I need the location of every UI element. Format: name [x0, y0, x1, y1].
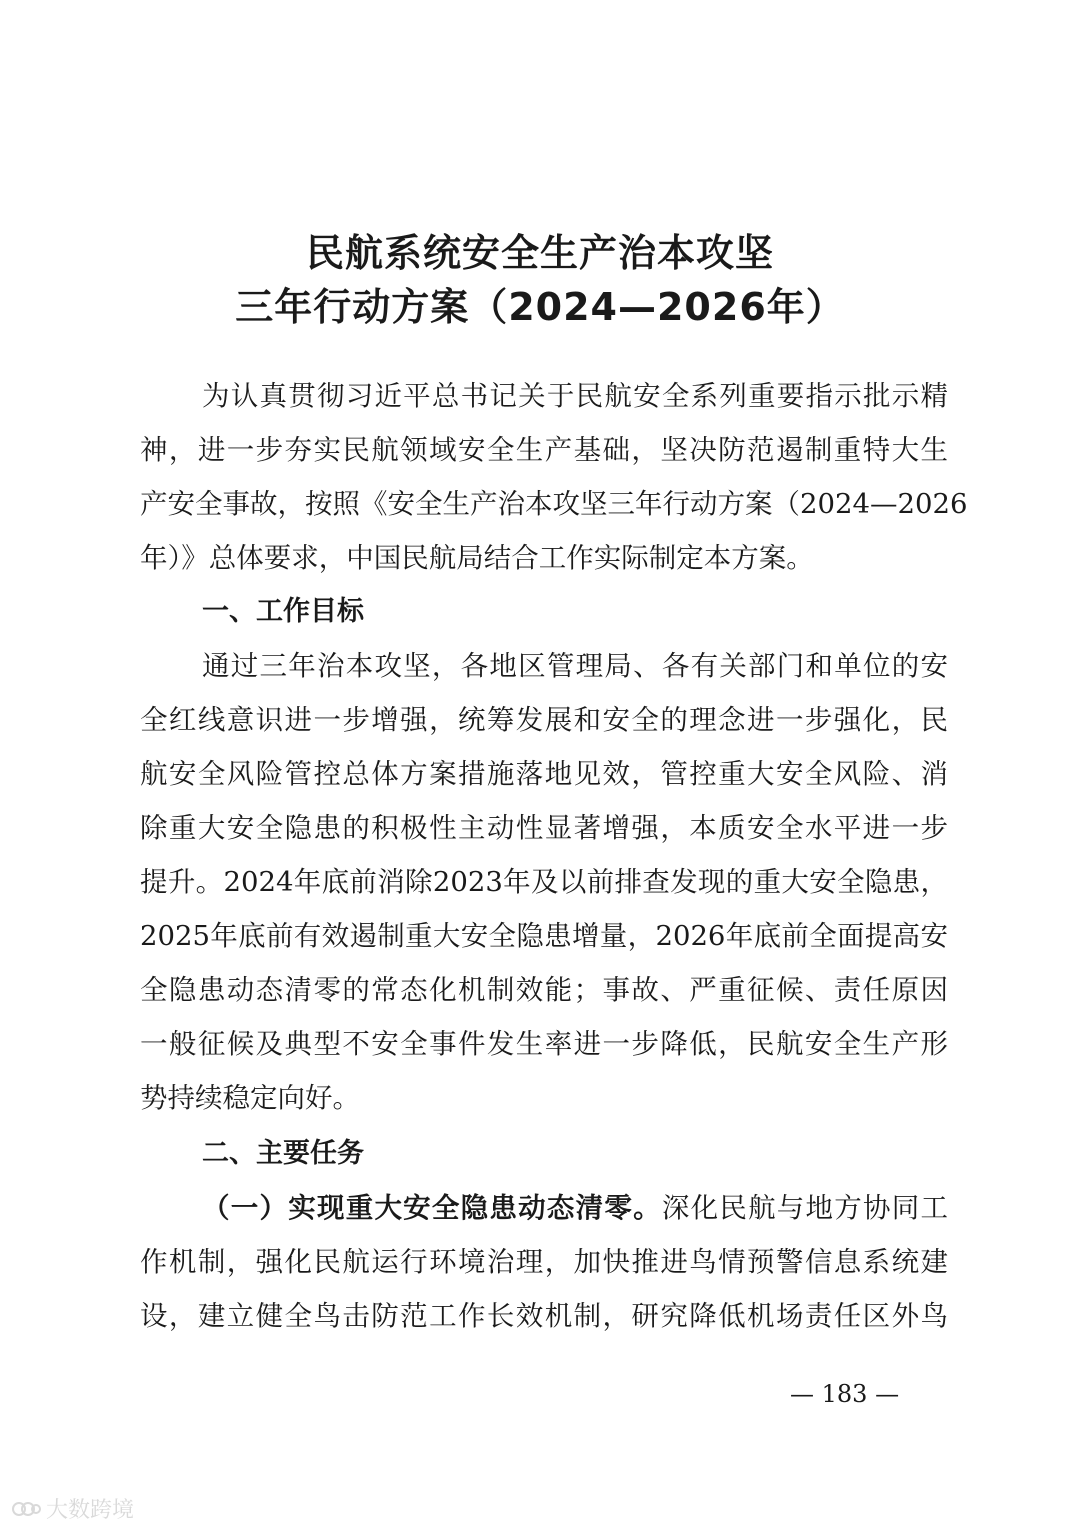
section-heading-goals: 一、工作目标 [202, 596, 364, 627]
task-1-first-line [202, 1188, 948, 1228]
intro-line: 神，进一步夯实民航领域安全生产基础，坚决防范遏制重特大生 [140, 434, 948, 466]
section-heading-tasks: 二、主要任务 [202, 1138, 364, 1169]
document-title-line-2: 三年行动方案（2024—2026年） [235, 285, 845, 329]
intro-line: 为认真贯彻习近平总书记关于民航安全系列重要指示批示精 [202, 380, 948, 412]
intro-line: 产安全事故，按照《安全生产治本攻坚三年行动方案（2024—2026 [140, 488, 968, 520]
page-number: — 183 — [790, 1380, 900, 1408]
watermark-logo-icon [12, 1499, 42, 1519]
watermark [12, 1493, 134, 1524]
intro-line: 年）》总体要求，中国民航局结合工作实际制定本方案。 [140, 542, 814, 574]
goals-line: 全红线意识进一步增强，统筹发展和安全的理念进一步强化，民 [140, 704, 948, 736]
goals-line: 航安全风险管控总体方案措施落地见效，管控重大安全风险、消 [140, 758, 948, 790]
task-1-title: （一）实现重大安全隐患动态清零。 [202, 1192, 662, 1224]
task-1-line: 设，建立健全鸟击防范工作长效机制，研究降低机场责任区外鸟 [140, 1300, 948, 1332]
goals-line: 一般征候及典型不安全事件发生率进一步降低，民航安全生产形 [140, 1028, 948, 1060]
task-1-text: 深化民航与地方协同工 [661, 1192, 949, 1224]
watermark-text: 大数跨境 [46, 1498, 135, 1523]
goals-line: 提升。2024年底前消除2023年及以前排查发现的重大安全隐患， [140, 866, 948, 898]
goals-line: 全隐患动态清零的常态化机制效能；事故、严重征候、责任原因 [140, 974, 948, 1006]
goals-line: 通过三年治本攻坚，各地区管理局、各有关部门和单位的安 [202, 650, 948, 682]
goals-line: 除重大安全隐患的积极性主动性显著增强，本质安全水平进一步 [140, 812, 948, 844]
task-1-line: 作机制，强化民航运行环境治理，加快推进鸟情预警信息系统建 [140, 1246, 948, 1278]
goals-line: 势持续稳定向好。 [140, 1082, 360, 1114]
document-title-line-1: 民航系统安全生产治本攻坚 [305, 231, 774, 275]
goals-line: 2025年底前有效遏制重大安全隐患增量，2026年底前全面提高安 [140, 920, 948, 952]
